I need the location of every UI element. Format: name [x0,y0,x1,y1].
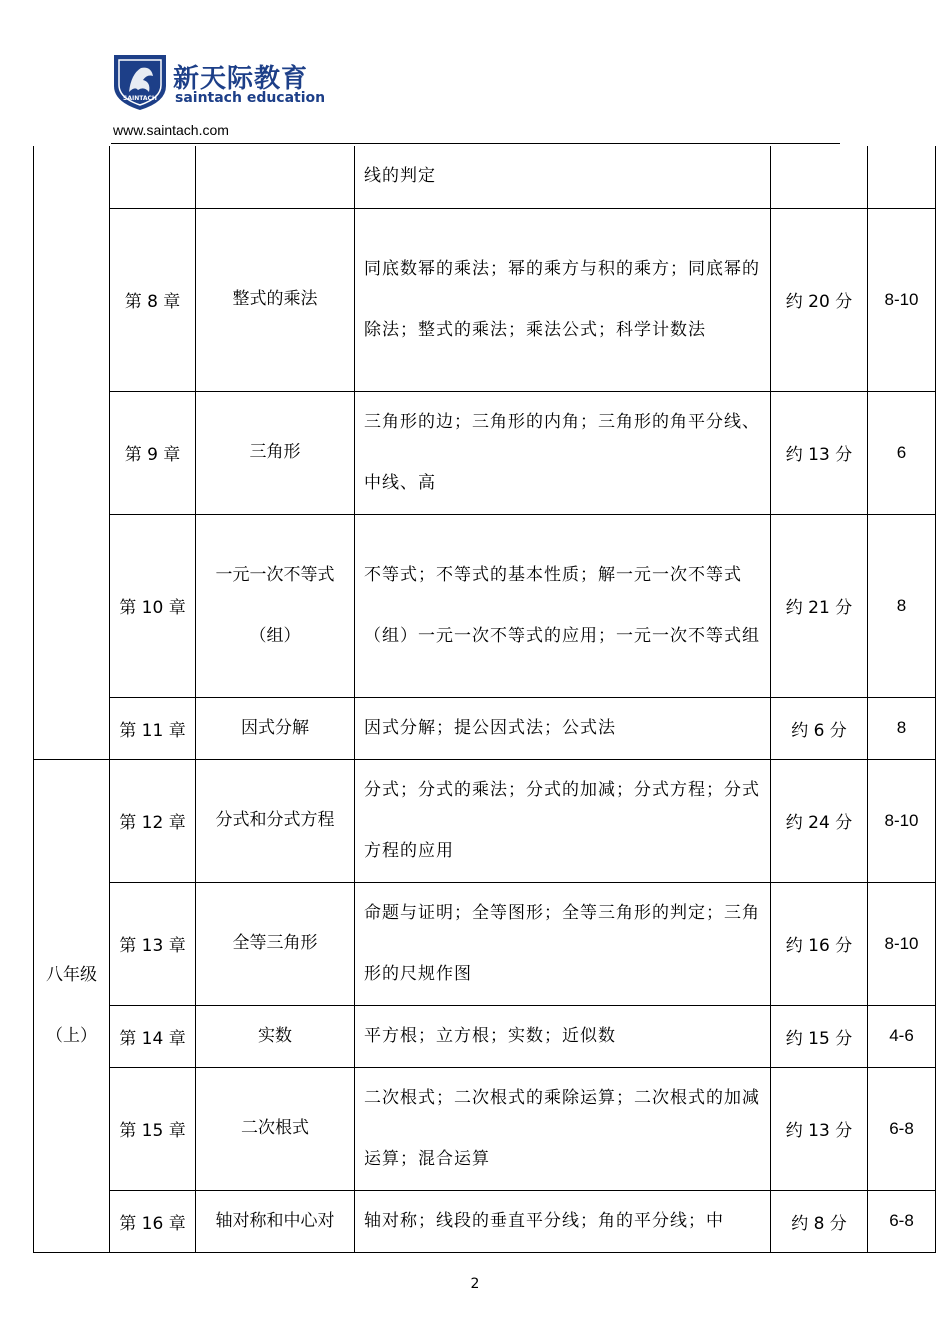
chapter-cell: 第 8 章 [110,208,196,391]
brand-name-english: saintach education [175,90,326,106]
table-row [34,146,936,208]
logo-badge-text: SAINTACH [123,95,157,102]
question-count-cell: 8-10 [868,759,936,882]
topics-cell: 因式分解；提公因式法；公式法 [355,697,771,759]
time-cell: 约 15 分 [771,1005,868,1067]
time-cell: 约 13 分 [771,391,868,514]
header-divider [111,143,840,144]
chapter-title-cell: 实数 [196,1005,355,1067]
brand-logo [111,52,326,114]
chapter-title-cell: 整式的乘法 [196,208,355,391]
time-cell [771,146,868,208]
grade-cell [34,146,110,759]
chapter-title-cell: 二次根式 [196,1067,355,1190]
table-row [34,514,936,697]
question-count-cell [868,146,936,208]
chapter-cell: 第 13 章 [110,882,196,1005]
table-row [34,208,936,391]
chapter-table [33,146,936,1253]
chapter-cell: 第 10 章 [110,514,196,697]
time-cell: 约 16 分 [771,882,868,1005]
chapter-title-cell: 轴对称和中心对 [196,1190,355,1252]
time-cell: 约 24 分 [771,759,868,882]
topics-cell: 三角形的边；三角形的内角；三角形的角平分线、中线、高 [355,391,771,514]
chapter-title-cell: 三角形 [196,391,355,514]
chapter-title-cell: 因式分解 [196,697,355,759]
time-cell: 约 6 分 [771,697,868,759]
question-count-cell: 8 [868,514,936,697]
topics-cell: 不等式；不等式的基本性质；解一元一次不等式（组）一元一次不等式的应用；一元一次不等式组 [355,514,771,697]
chapter-title-cell [196,146,355,208]
time-cell: 约 13 分 [771,1067,868,1190]
chapter-cell: 第 14 章 [110,1005,196,1067]
chapter-cell: 第 9 章 [110,391,196,514]
topics-cell: 同底数幂的乘法；幂的乘方与积的乘方；同底幂的除法；整式的乘法；乘法公式；科学计数法 [355,208,771,391]
table-row [34,1005,936,1067]
chapter-title-cell: 全等三角形 [196,882,355,1005]
question-count-cell: 4-6 [868,1005,936,1067]
time-cell: 约 21 分 [771,514,868,697]
topics-cell: 平方根；立方根；实数；近似数 [355,1005,771,1067]
chapter-title-cell: 一元一次不等式（组） [196,514,355,697]
topics-cell: 二次根式；二次根式的乘除运算；二次根式的加减运算；混合运算 [355,1067,771,1190]
table-row [34,391,936,514]
website-url: www.saintach.com [113,122,229,138]
table-row [34,1190,936,1252]
shield-logo-icon [111,52,169,112]
topics-cell: 轴对称；线段的垂直平分线；角的平分线；中 [355,1190,771,1252]
chapter-cell: 第 11 章 [110,697,196,759]
question-count-cell: 6 [868,391,936,514]
table-row [34,697,936,759]
question-count-cell: 6-8 [868,1190,936,1252]
question-count-cell: 8 [868,697,936,759]
table-row [34,882,936,1005]
time-cell: 约 20 分 [771,208,868,391]
grade-cell: 八年级（上） [34,759,110,1252]
brand-name-chinese: 新天际教育 [173,64,309,94]
chapter-cell: 第 12 章 [110,759,196,882]
question-count-cell: 8-10 [868,882,936,1005]
question-count-cell: 8-10 [868,208,936,391]
chapter-title-cell: 分式和分式方程 [196,759,355,882]
chapter-cell: 第 16 章 [110,1190,196,1252]
chapter-cell: 第 15 章 [110,1067,196,1190]
table-row [34,1067,936,1190]
page-number: 2 [470,1276,480,1292]
topics-cell: 线的判定 [355,146,771,208]
topics-cell: 分式；分式的乘法；分式的加减；分式方程；分式方程的应用 [355,759,771,882]
table-row [34,759,936,882]
time-cell: 约 8 分 [771,1190,868,1252]
chapter-cell [110,146,196,208]
topics-cell: 命题与证明；全等图形；全等三角形的判定；三角形的尺规作图 [355,882,771,1005]
question-count-cell: 6-8 [868,1067,936,1190]
